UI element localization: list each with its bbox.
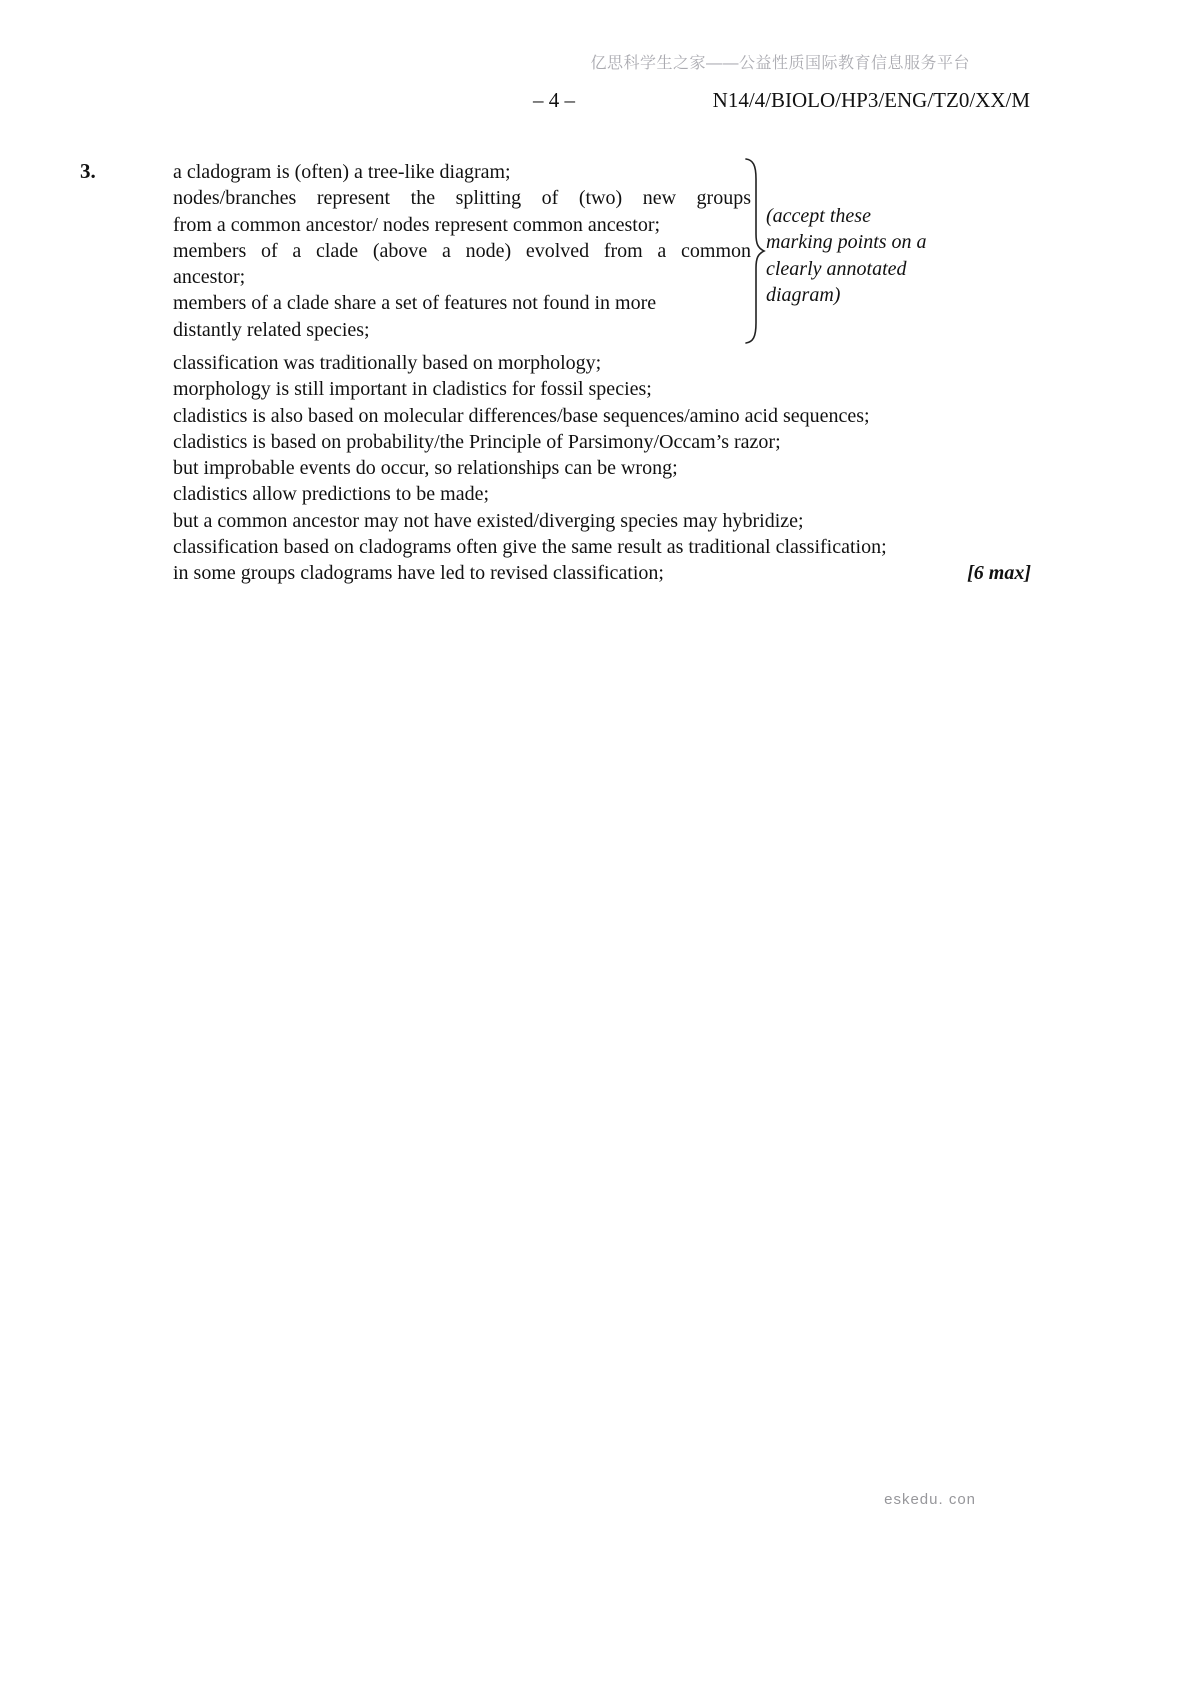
marking-point-line: morphology is still important in cladistics for fossil species; xyxy=(173,378,652,401)
marking-point-line: in some groups cladograms have led to revised classification; xyxy=(173,562,664,585)
watermark-text: 亿思科学生之家——公益性质国际教育信息服务平台 xyxy=(590,55,970,72)
paper-code: N14/4/BIOLO/HP3/ENG/TZ0/XX/M xyxy=(712,88,1030,112)
question-number: 3. xyxy=(80,159,96,183)
marking-point-line: cladistics allow predictions to be made; xyxy=(173,483,490,506)
marking-point-line: but a common ancestor may not have existed/diverging species may hybridize; xyxy=(173,509,804,532)
max-marks-badge: [6 max] xyxy=(967,562,1031,585)
marking-point-line: cladistics is based on probability/the Principle of Parsimony/Occam’s razor; xyxy=(173,430,781,453)
additional-marking-points xyxy=(173,350,1031,587)
marking-point-line: classification was traditionally based on morphology; xyxy=(173,352,602,374)
marking-point-line-with-marks xyxy=(173,560,1031,586)
marking-point-line: distantly related species; xyxy=(173,318,370,341)
footer-watermark: eskedu. con xyxy=(884,1491,976,1508)
marking-point-line: classification based on cladograms often give the same result as traditional classification; xyxy=(173,536,887,559)
marking-point-line: ancestor; xyxy=(173,266,246,289)
bracketed-marking-points xyxy=(173,159,751,343)
marking-point-line: but improbable events do occur, so relationships can be wrong; xyxy=(173,457,678,480)
annotation-line: diagram) xyxy=(766,283,841,306)
marking-point-line: nodes/branches represent the splitting of (two) new groups xyxy=(173,187,751,210)
marking-point-line: members of a clade (above a node) evolved from a common xyxy=(173,239,751,262)
bracket-annotation xyxy=(766,203,927,308)
page-number: – 4 – xyxy=(533,88,575,112)
marking-point-line: a cladogram is (often) a tree-like diagram; xyxy=(173,161,511,183)
marking-point-line: cladistics is also based on molecular differences/base sequences/amino acid sequences; xyxy=(173,404,870,427)
curly-brace-icon xyxy=(744,157,766,345)
marking-point-line: members of a clade share a set of features not found in more xyxy=(173,292,657,315)
marking-point-line: from a common ancestor/ nodes represent common ancestor; xyxy=(173,213,661,236)
annotation-line: clearly annotated xyxy=(766,257,907,280)
annotation-line: (accept these xyxy=(766,205,871,227)
annotation-line: marking points on a xyxy=(766,231,927,254)
